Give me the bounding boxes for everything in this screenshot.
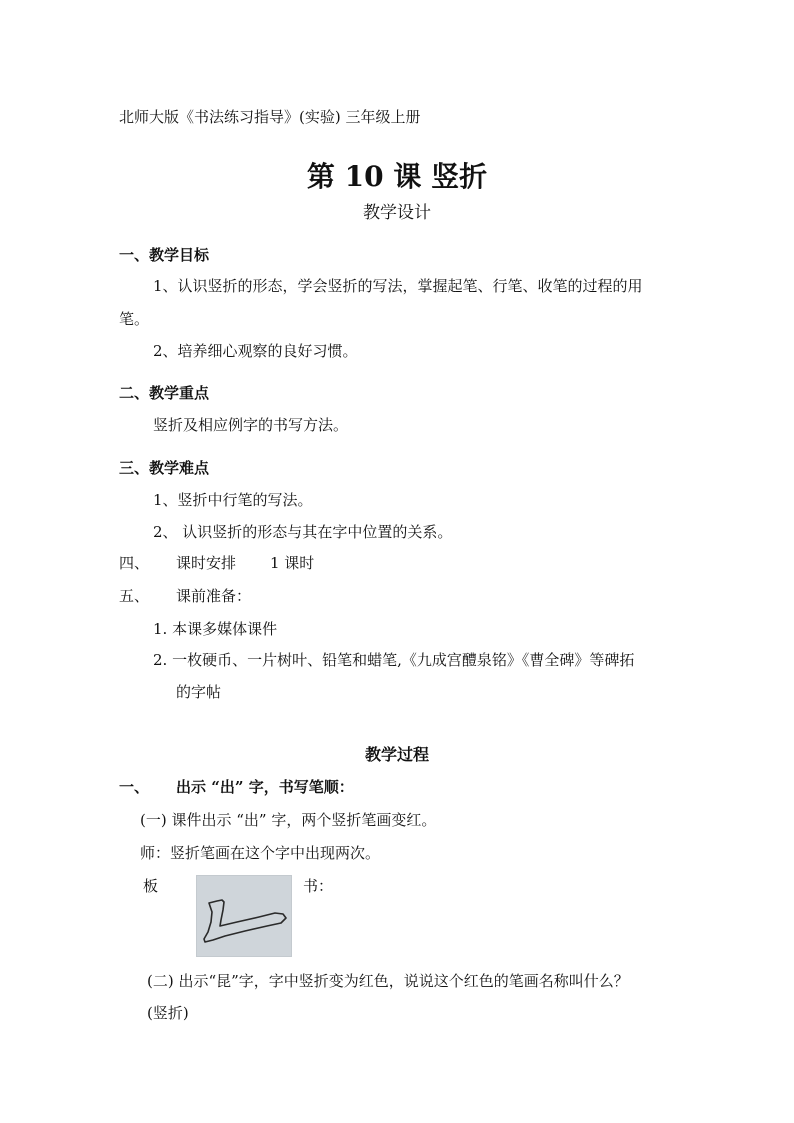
- process-heading: 教学过程: [364, 745, 429, 764]
- schedule-value: 1 课时: [270, 554, 315, 572]
- difficulties-item-1: 1、竖折中行笔的写法。: [153, 491, 313, 509]
- schedule-number: 四、: [119, 554, 150, 572]
- teacher-remark: 师：竖折笔画在这个字中出现两次。: [140, 844, 381, 862]
- process-sub-2-line-1: (二) 出示“昆”字，字中竖折变为红色，说说这个红色的笔画名称叫什么？: [147, 972, 629, 990]
- board-label-left: 板: [143, 877, 159, 895]
- difficulties-item-2: 2、 认识竖折的形态与其在字中位置的关系。: [153, 523, 453, 541]
- goals-item-1-line-2: 笔。: [119, 310, 150, 328]
- lesson-subtitle: 教学设计: [363, 203, 431, 223]
- goals-item-1-line-1: 1、认识竖折的形态，学会竖折的写法，掌握起笔、行笔、收笔的过程的用: [153, 277, 643, 295]
- lesson-title: 第 10 课 竖折: [306, 160, 488, 193]
- preparation-label: 课前准备：: [176, 587, 252, 605]
- preparation-item-2-line-1: 2. 一枚硬币、一片树叶、铅笔和蜡笔,《九成宫醴泉铭》《曹全碑》等碑拓: [153, 651, 635, 669]
- preparation-number: 五、: [119, 587, 150, 605]
- process-sub-1: (一) 课件出示 “出” 字，两个竖折笔画变红。: [140, 811, 437, 829]
- process-step-1-number: 一、: [119, 778, 150, 796]
- goals-item-2: 2、培养细心观察的良好习惯。: [153, 342, 358, 360]
- schedule-label: 课时安排: [176, 554, 237, 572]
- preparation-item-1: 1. 本课多媒体课件: [153, 620, 278, 638]
- vertical-turn-stroke-drawing: [197, 876, 291, 956]
- vertical-turn-stroke-image: [196, 875, 292, 957]
- process-sub-2-line-2: (竖折): [147, 1004, 189, 1022]
- goals-heading: 一、教学目标: [119, 246, 210, 264]
- key-points-heading: 二、教学重点: [119, 384, 210, 402]
- key-points-content: 竖折及相应例字的书写方法。: [153, 416, 349, 434]
- process-step-1-label: 出示 “出” 字，书写笔顺：: [176, 778, 354, 796]
- board-label-right: 书：: [303, 877, 334, 895]
- difficulties-heading: 三、教学难点: [119, 459, 210, 477]
- preparation-item-2-line-2: 的字帖: [176, 683, 222, 701]
- stroke-outline: [204, 900, 286, 942]
- textbook-header: 北师大版《书法练习指导》(实验) 三年级上册: [119, 108, 421, 126]
